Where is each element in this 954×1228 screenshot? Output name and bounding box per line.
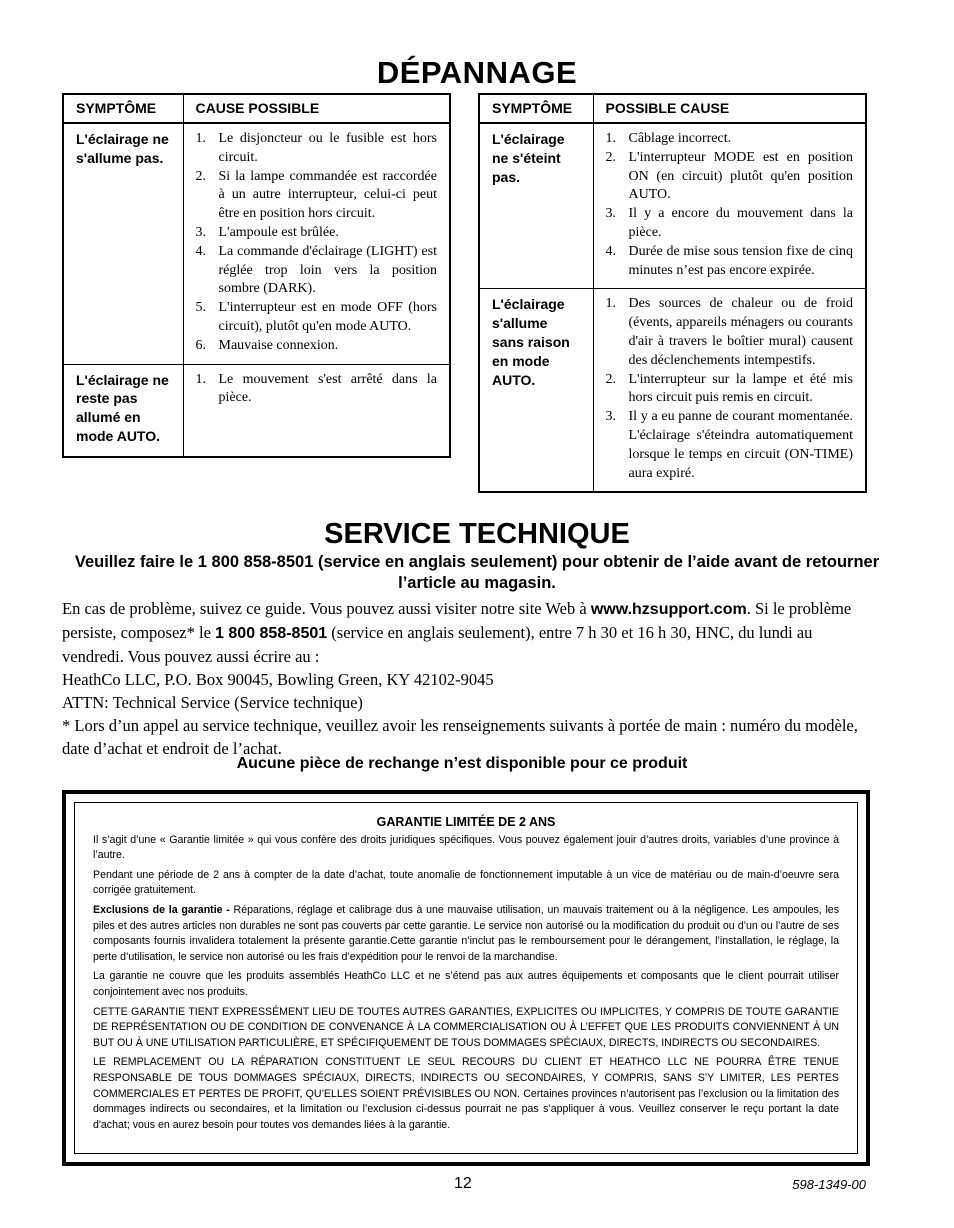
cause-list <box>196 371 438 409</box>
troubleshooting-table-right <box>478 93 867 493</box>
exclusions-label: Exclusions de la garantie - <box>93 903 230 916</box>
cause-item: 5. L'interrupteur est en mode OFF (hors circuit), plutôt qu'en mode AUTO. <box>195 300 437 334</box>
cause-list <box>606 295 854 483</box>
symptom-cell: L'éclairage ne s'éteint pas. <box>479 123 593 289</box>
service-paragraph <box>62 597 870 668</box>
cause-item: 3. Il y a encore du mouvement dans la pièce. <box>605 206 853 240</box>
header-symptom: SYMPTÔME <box>63 94 183 123</box>
cause-cell <box>183 123 450 364</box>
cause-item: 1. Câblage incorrect. <box>605 131 732 146</box>
cause-cell <box>183 364 450 457</box>
table-row <box>63 123 450 364</box>
cause-item: 6. Mauvaise connexion. <box>195 337 339 353</box>
cause-cell <box>593 289 866 492</box>
document-number: 598-1349-00 <box>792 1177 866 1192</box>
cause-item: 1. Des sources de chaleur ou de froid (évents, appareils ménagers ou courants d'air à travers le boîtier mural) causent des déclenchements intempestifs. <box>605 296 853 368</box>
table-row <box>63 364 450 457</box>
warranty-paragraph: La garantie ne couvre que les produits assemblés HeathCo LLC et ne s’étend pas aux autres équipements et composants que le client pourrait utiliser conjointement avec nos produits. <box>93 970 839 998</box>
page-title: DÉPANNAGE <box>376 55 578 90</box>
service-text: En cas de problème, suivez ce guide. Vous pouvez aussi visiter notre site Web à <box>62 599 591 618</box>
service-body <box>62 597 870 760</box>
table-row <box>479 289 866 492</box>
warranty-paragraph: LE REMPLACEMENT OU LA RÉPARATION CONSTITUENT LE SEUL RECOURS DU CLIENT ET HEATHCO LLC NE POURRA ÊTRE TENUE RESPONSABLE DE TOUS DOMMAGES SPÉCIAUX, DIRECTS, INDIRECTS OU SECONDAIRES, Y COMPRIS, SANS S’Y LIMITER, LES PERTES COMMERCIALES ET PERTES DE PROFIT, QU’ELLES SOIENT PRÉVISIBLES OU NON. Certaines provinces n’autorisent pas l’exclusion ou la limitation des dommages indirects ou secondaires, et la limitation ou l’exclusion ci-dessus pourrait ne pas s’appliquer à vous. Veuillez conserver le reçu portant la date d'achat; vous en aurez besoin pour toutes vos demandes liées à la garantie. <box>93 1056 839 1131</box>
cause-list <box>196 130 438 356</box>
cause-item: 2. Si la lampe commandée est raccordée à un autre interrupteur, celui-ci peut être en position hors circuit. <box>195 168 437 222</box>
warranty-title: GARANTIE LIMITÉE DE 2 ANS <box>376 815 556 829</box>
service-text: (service en anglais seulement), entre 7 h 30 et 16 h 30, HNC, du lundi au vendredi. Vous pouvez aussi écrire au : <box>62 623 813 666</box>
service-title: SERVICE TECHNIQUE <box>324 518 630 550</box>
cause-item: 2. L'interrupteur sur la lampe et été mis hors circuit puis remis en circuit. <box>605 371 853 406</box>
cause-item: 1. Le mouvement s'est arrêté dans la pièce. <box>195 371 437 406</box>
symptom-cell: L'éclairage ne s'allume pas. <box>63 123 183 364</box>
table-header-row <box>63 94 450 123</box>
service-callout: Veuillez faire le 1 800 858-8501 (service en anglais seulement) pour obtenir de l’aide avant de retourner l’article au magasin. <box>74 553 880 592</box>
cause-item: 2. L'interrupteur MODE est en position ON (en circuit) plutôt qu'en position AUTO. <box>605 149 853 203</box>
cause-item: 4. La commande d'éclairage (LIGHT) est réglée trop loin vers la position sombre (DARK). <box>195 243 437 297</box>
symptom-cell: L'éclairage ne reste pas allumé en mode AUTO. <box>63 364 183 457</box>
attention-line: ATTN: Technical Service (Service technique) <box>62 693 363 712</box>
warranty-paragraph: CETTE GARANTIE TIENT EXPRESSÉMENT LIEU DE TOUTES AUTRES GARANTIES, EXPLICITES OU IMPLICITES, Y COMPRIS DE TOUTE GARANTIE DE REPRÉSENTATION OU DE CONDITION DE CONVENANCE À LA COMMERCIALISATION OU À L’EFFET QUE LES PRODUITS CONVIENNENT À UN BUT OU À UNE UTILISATION PARTICULIÈRE, ET SPÉCIFIQUEMENT DE TOUS DOMMAGES SPÉCIAUX, DIRECTS, INDIRECTS OU SECONDAIRES. <box>93 1005 839 1049</box>
cause-item: 3. Il y a eu panne de courant momentanée. L'éclairage s'éteindra automatiquement lorsque le temps en circuit (ON-TIME) aura expiré. <box>605 409 853 481</box>
warranty-content <box>74 802 858 1154</box>
table-row <box>479 123 866 289</box>
table-header-row <box>479 94 866 123</box>
warranty-box <box>62 790 870 1166</box>
header-cause: CAUSE POSSIBLE <box>183 94 450 123</box>
cause-item: 3. L'ampoule est brûlée. <box>195 224 339 240</box>
warranty-paragraph <box>93 903 839 965</box>
service-text: . Si le problème persiste, composez* le <box>62 599 852 642</box>
header-symptom: SYMPTÔME <box>479 94 593 123</box>
troubleshooting-table-left <box>62 93 451 458</box>
exclusions-text: Réparations, réglage et calibrage dus à une mauvaise utilisation, un mauvais traitement ou à la négligence. Les ampoules, les piles et des autres articles non durables ne sont pas couverts par cette garantie. Le service non autorisé ou la modification du produit ou d’un ou l’autre de ses composants fournis invalidera totalement la présente garantie.Cette garantie n’inclut pas le remboursement pour le dérangement, l’installation, le réglage, la perte d’utilisation, le service non autorisé ou les frais d’expédition pour le renvoi de la marchandise. <box>93 903 839 963</box>
cause-item: 1. Le disjoncteur ou le fusible est hors circuit. <box>195 131 437 165</box>
no-parts-notice: Aucune pièce de rechange n’est disponible pour ce produit <box>236 755 688 772</box>
phone-number: 1 800 858-8501 <box>215 625 328 642</box>
symptom-cell: L'éclairage s'allume sans raison en mode AUTO. <box>479 289 593 492</box>
page-number: 12 <box>454 1175 472 1192</box>
mailing-address: HeathCo LLC, P.O. Box 90045, Bowling Green, KY 42102-9045 <box>62 670 494 689</box>
warranty-paragraph: Il s’agit d’une « Garantie limitée » qui vous confère des droits juridiques spécifiques. Vous pouvez également jouir d’autres droits, variables d’une province à l’autre. <box>93 833 839 862</box>
cause-list <box>606 130 854 280</box>
cause-cell <box>593 123 866 289</box>
header-cause: POSSIBLE CAUSE <box>593 94 866 123</box>
warranty-paragraph: Pendant une période de 2 ans à compter de la date d’achat, toute anomalie de fonctionnement imputable à un vice de matériau ou de main-d’oeuvre sera corrigée gratuitement. <box>93 868 839 897</box>
website-link[interactable]: www.hzsupport.com <box>590 601 747 618</box>
service-note: * Lors d’un appel au service technique, veuillez avoir les renseignements suivants à portée de main : numéro du modèle, date d’achat et endroit de l’achat. <box>62 716 858 758</box>
cause-item: 4. Durée de mise sous tension fixe de cinq minutes n’est pas encore expirée. <box>605 243 853 278</box>
